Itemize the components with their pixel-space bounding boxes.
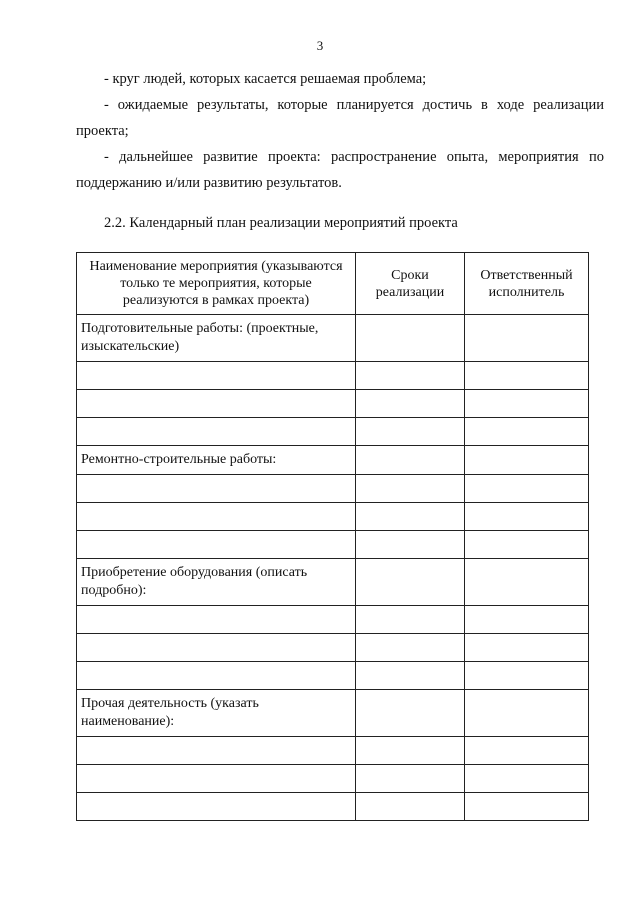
header-responsible: Ответственный исполнитель bbox=[465, 253, 589, 315]
event-cell[interactable] bbox=[77, 737, 356, 765]
timeline-cell[interactable] bbox=[356, 690, 465, 737]
header-event-name: Наименование мероприятия (указываются только те мероприятия, которые реализуются в рамках проекта) bbox=[77, 253, 356, 315]
body-text bbox=[76, 66, 604, 196]
event-cell[interactable] bbox=[77, 531, 356, 559]
event-cell[interactable] bbox=[77, 475, 356, 503]
event-cell[interactable] bbox=[77, 418, 356, 446]
header-timeline: Сроки реализации bbox=[356, 253, 465, 315]
calendar-plan-table bbox=[76, 252, 589, 821]
table-header-row bbox=[77, 253, 589, 315]
page-number: 3 bbox=[316, 38, 324, 53]
section-label-equipment: Приобретение оборудования (описать подробно): bbox=[77, 559, 356, 606]
paragraph-further-development: - дальнейшее развитие проекта: распространение опыта, мероприятия по поддержанию и/или развитию результатов. bbox=[76, 149, 604, 191]
timeline-cell[interactable] bbox=[356, 559, 465, 606]
event-cell[interactable] bbox=[77, 634, 356, 662]
responsible-cell[interactable] bbox=[465, 793, 589, 821]
timeline-cell[interactable] bbox=[356, 418, 465, 446]
timeline-cell[interactable] bbox=[356, 315, 465, 362]
responsible-cell[interactable] bbox=[465, 446, 589, 475]
event-cell[interactable] bbox=[77, 503, 356, 531]
table-row bbox=[77, 634, 589, 662]
timeline-cell[interactable] bbox=[356, 390, 465, 418]
paragraph-expected-results: - ожидаемые результаты, которые планируется достичь в ходе реализации проекта; bbox=[76, 97, 604, 139]
section-label-other: Прочая деятельность (указать наименование): bbox=[77, 690, 356, 737]
timeline-cell[interactable] bbox=[356, 737, 465, 765]
section-label-preparatory: Подготовительные работы: (проектные, изыскательские) bbox=[77, 315, 356, 362]
timeline-cell[interactable] bbox=[356, 606, 465, 634]
responsible-cell[interactable] bbox=[465, 634, 589, 662]
table-row bbox=[77, 475, 589, 503]
paragraph-target-audience: - круг людей, которых касается решаемая проблема; bbox=[104, 71, 427, 87]
timeline-cell[interactable] bbox=[356, 531, 465, 559]
table-row bbox=[77, 662, 589, 690]
responsible-cell[interactable] bbox=[465, 315, 589, 362]
timeline-cell[interactable] bbox=[356, 634, 465, 662]
table-row bbox=[77, 793, 589, 821]
table-row bbox=[77, 503, 589, 531]
responsible-cell[interactable] bbox=[465, 662, 589, 690]
table-row bbox=[77, 390, 589, 418]
responsible-cell[interactable] bbox=[465, 531, 589, 559]
table-row bbox=[77, 606, 589, 634]
section-label-repair: Ремонтно-строительные работы: bbox=[77, 446, 356, 475]
table-row bbox=[77, 765, 589, 793]
responsible-cell[interactable] bbox=[465, 606, 589, 634]
event-cell[interactable] bbox=[77, 606, 356, 634]
table-row bbox=[77, 418, 589, 446]
table-row bbox=[77, 737, 589, 765]
responsible-cell[interactable] bbox=[465, 503, 589, 531]
responsible-cell[interactable] bbox=[465, 390, 589, 418]
responsible-cell[interactable] bbox=[465, 475, 589, 503]
section-heading: 2.2. Календарный план реализации мероприятий проекта bbox=[104, 215, 458, 231]
event-cell[interactable] bbox=[77, 793, 356, 821]
responsible-cell[interactable] bbox=[465, 559, 589, 606]
timeline-cell[interactable] bbox=[356, 446, 465, 475]
timeline-cell[interactable] bbox=[356, 662, 465, 690]
timeline-cell[interactable] bbox=[356, 765, 465, 793]
table-row-section-preparatory bbox=[77, 315, 589, 362]
event-cell[interactable] bbox=[77, 765, 356, 793]
event-cell[interactable] bbox=[77, 390, 356, 418]
responsible-cell[interactable] bbox=[465, 765, 589, 793]
responsible-cell[interactable] bbox=[465, 737, 589, 765]
timeline-cell[interactable] bbox=[356, 793, 465, 821]
event-cell[interactable] bbox=[77, 662, 356, 690]
timeline-cell[interactable] bbox=[356, 475, 465, 503]
responsible-cell[interactable] bbox=[465, 418, 589, 446]
table-row-section-repair bbox=[77, 446, 589, 475]
table-row bbox=[77, 362, 589, 390]
responsible-cell[interactable] bbox=[465, 362, 589, 390]
timeline-cell[interactable] bbox=[356, 362, 465, 390]
table-row-section-equipment bbox=[77, 559, 589, 606]
table-row-section-other bbox=[77, 690, 589, 737]
responsible-cell[interactable] bbox=[465, 690, 589, 737]
table-row bbox=[77, 531, 589, 559]
event-cell[interactable] bbox=[77, 362, 356, 390]
timeline-cell[interactable] bbox=[356, 503, 465, 531]
